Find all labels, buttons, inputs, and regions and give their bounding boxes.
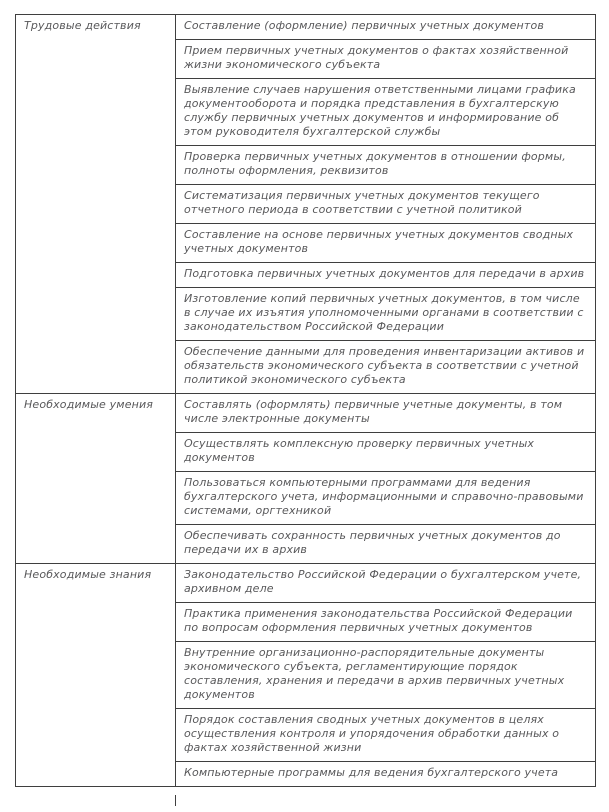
labor-action-item: Составление на основе первичных учетных документов сводных учетных документов — [176, 224, 596, 263]
required-skill-item: Пользоваться компьютерными программами для ведения бухгалтерского учета, информационными и справочно-правовыми системами, оргтехникой — [176, 472, 596, 525]
required-knowledge-item: Практика применения законодательства Российской Федерации по вопросам оформления первичных учетных документов — [176, 603, 596, 642]
labor-action-item: Подготовка первичных учетных документов для передачи в архив — [176, 263, 596, 288]
labor-action-item: Систематизация первичных учетных документов текущего отчетного периода в соответствии с учетной политикой — [176, 185, 596, 224]
section-label-labor-actions: Трудовые действия — [16, 15, 176, 394]
required-knowledge-item: Внутренние организационно-распорядительные документы экономического субъекта, регламентирующие порядок составления, хранения и передачи в архив первичных учетных документов — [176, 642, 596, 709]
required-skill-item: Составлять (оформлять) первичные учетные документы, в том числе электронные документы — [176, 394, 596, 433]
labor-action-item: Проверка первичных учетных документов в отношении формы, полноты оформления, реквизитов — [176, 146, 596, 185]
section-label-required-skills: Необходимые умения — [16, 394, 176, 564]
labor-action-item: Выявление случаев нарушения ответственными лицами графика документооборота и порядка представления в бухгалтерскую службу первичных учетных документов и информирование об этом руководителя бухгалтерской службы — [176, 79, 596, 146]
column-divider-tail — [175, 795, 176, 806]
labor-action-item: Прием первичных учетных документов о фактах хозяйственной жизни экономического субъекта — [176, 40, 596, 79]
required-knowledge-item: Законодательство Российской Федерации о бухгалтерском учете, архивном деле — [176, 564, 596, 603]
labor-action-item: Составление (оформление) первичных учетных документов — [176, 15, 596, 40]
required-knowledge-item: Компьютерные программы для ведения бухгалтерского учета — [176, 762, 596, 787]
section-label-required-knowledge: Необходимые знания — [16, 564, 176, 787]
labor-action-item: Изготовление копий первичных учетных документов, в том числе в случае их изъятия уполномоченными органами в соответствии с законодательством Российской Федерации — [176, 288, 596, 341]
labor-action-item: Обеспечение данными для проведения инвентаризации активов и обязательств экономического субъекта в соответствии с учетной политикой экономического субъекта — [176, 341, 596, 394]
required-skill-item: Обеспечивать сохранность первичных учетных документов до передачи их в архив — [176, 525, 596, 564]
table-row — [16, 15, 596, 40]
table-row — [16, 564, 596, 603]
required-skill-item: Осуществлять комплексную проверку первичных учетных документов — [176, 433, 596, 472]
professional-standard-table — [15, 14, 596, 787]
table-row — [16, 394, 596, 433]
required-knowledge-item: Порядок составления сводных учетных документов в целях осуществления контроля и упорядочения обработки данных о фактах хозяйственной жизни — [176, 709, 596, 762]
